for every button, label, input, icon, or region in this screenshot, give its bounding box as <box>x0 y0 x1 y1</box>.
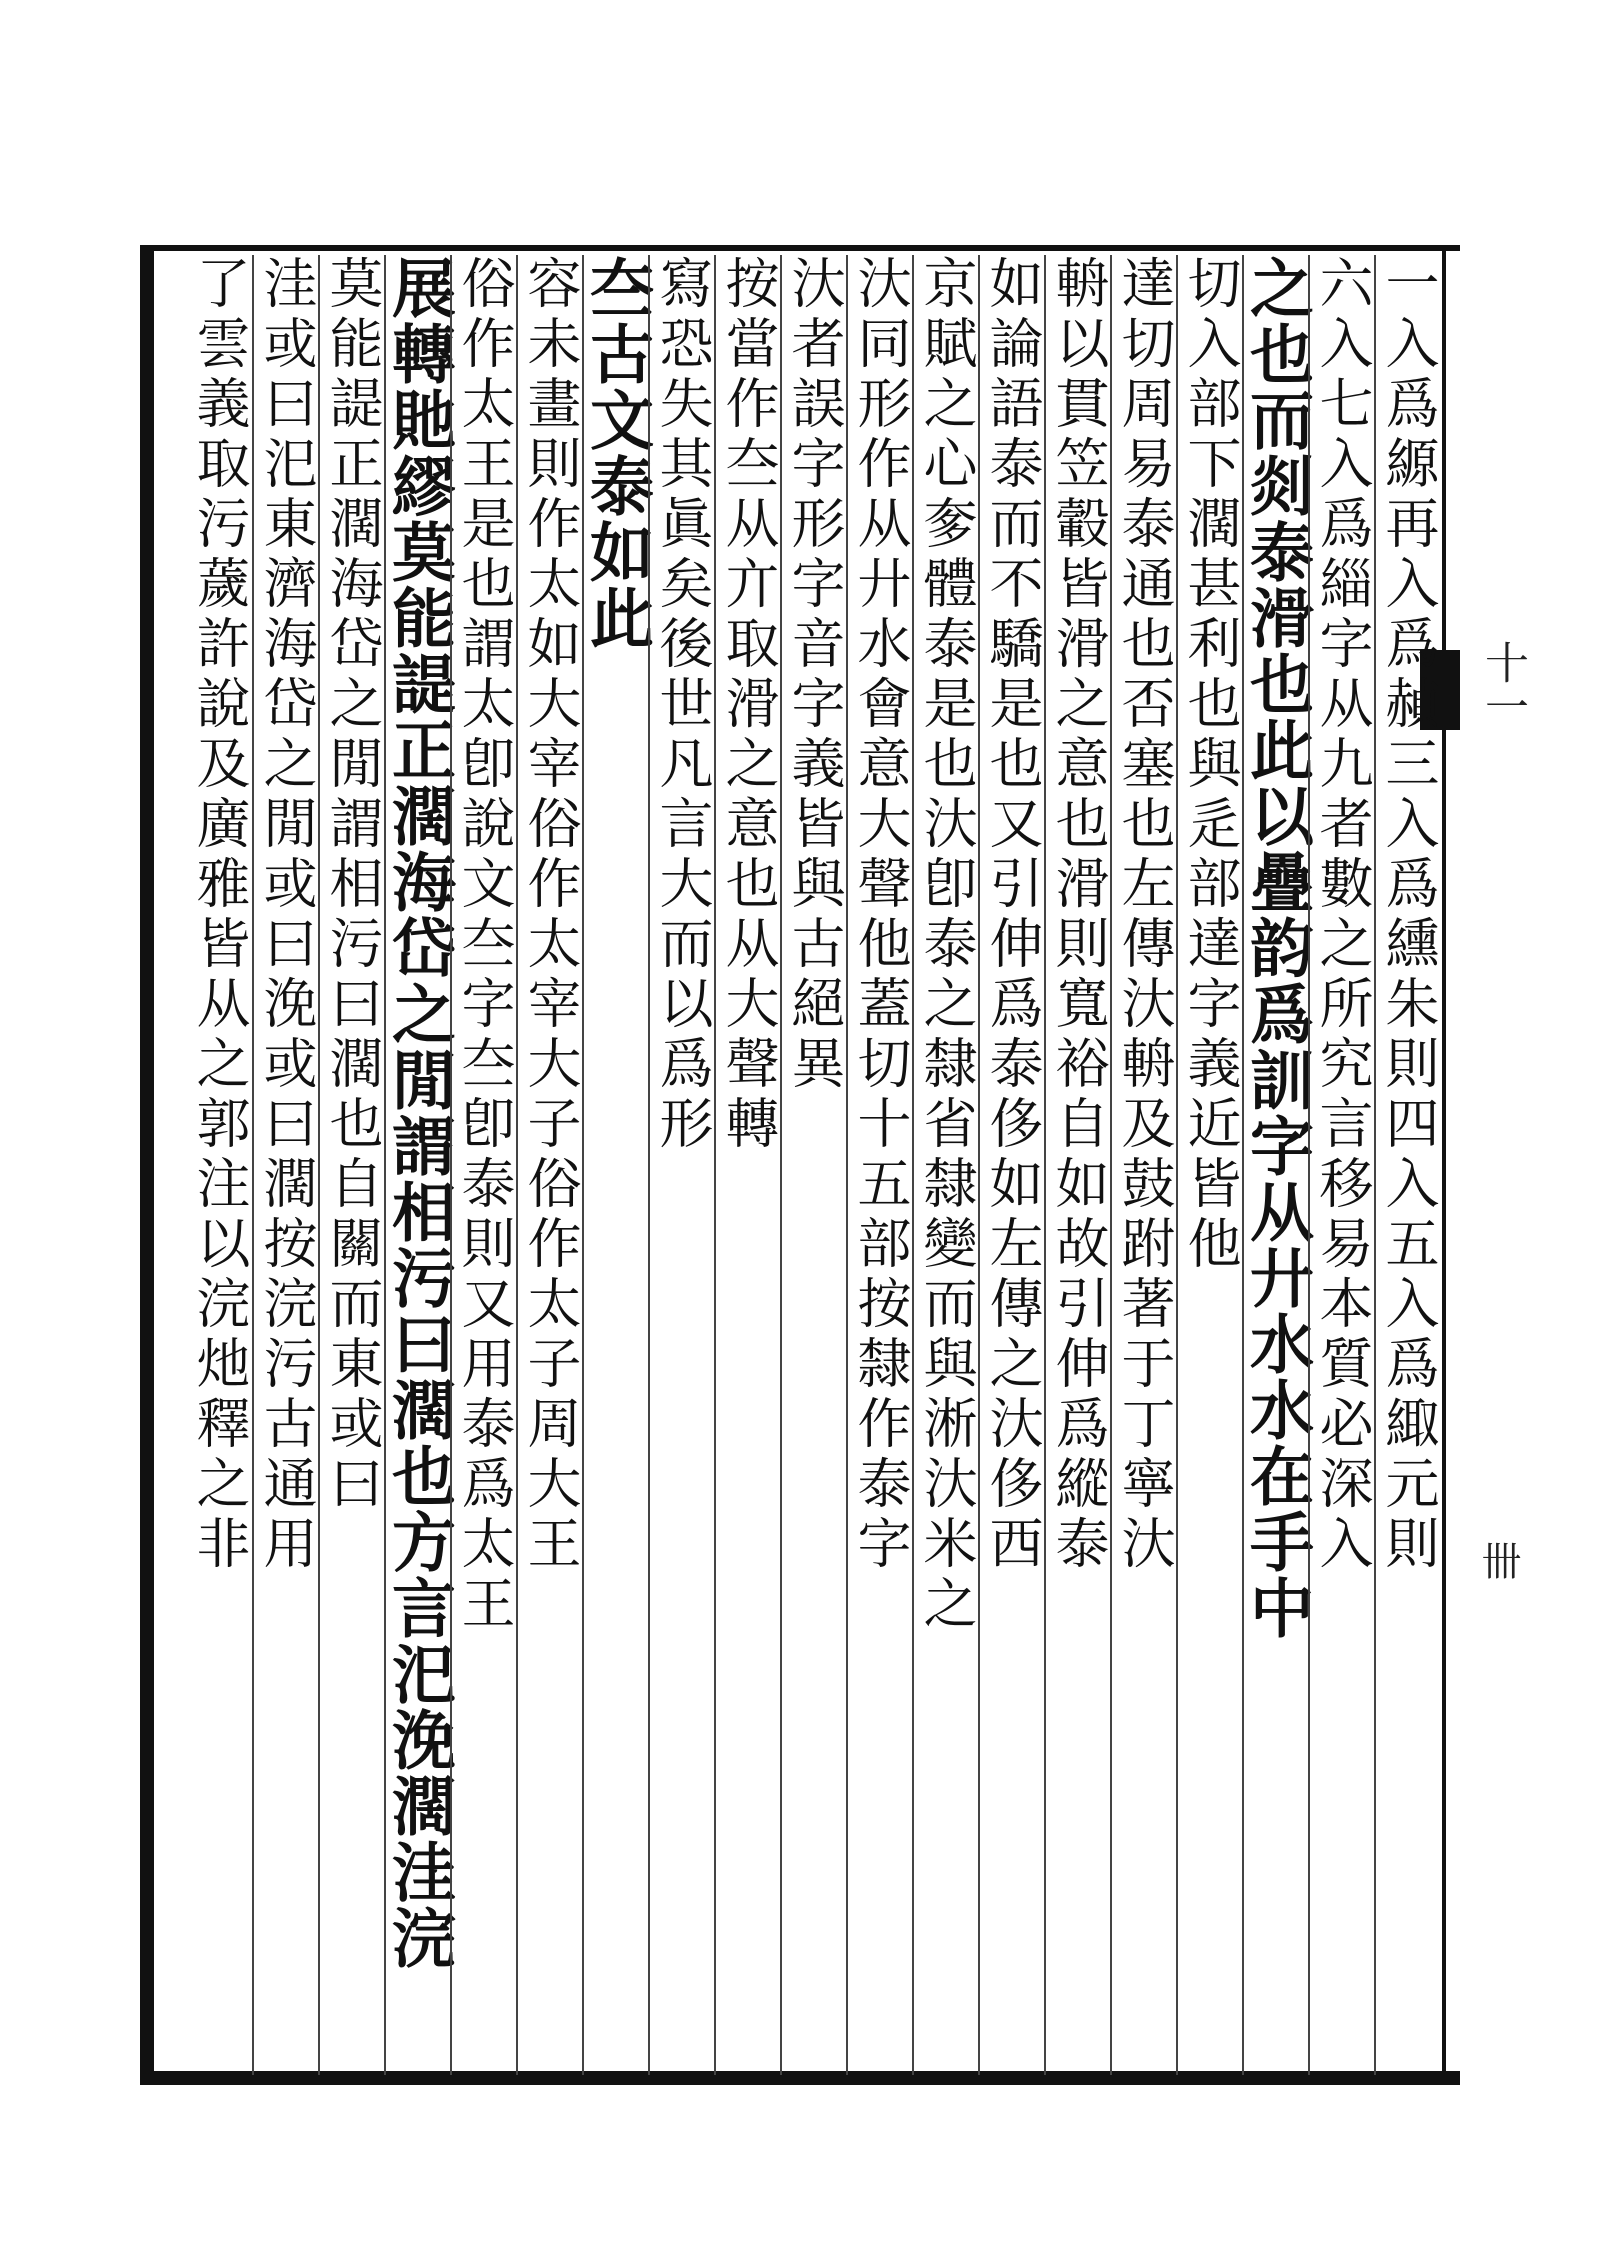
text-column: 輈以貫笠轂皆滑之意也滑則寬裕自如故引伸爲縱泰 <box>1044 255 1110 2075</box>
right-rule <box>1442 245 1446 2085</box>
text-column: 切入部下濶甚利也與辵部達字義近皆他 <box>1176 255 1242 2075</box>
text-column-headword: 夳古文泰如此 <box>582 255 648 2075</box>
text-column: 容未畫則作太如大宰俗作太宰大子俗作太子周大王 <box>516 255 582 2075</box>
text-column-headword: 之也而剡泰滑也此以疊韵爲訓字从廾水水在手中 <box>1242 255 1308 2075</box>
text-column: 汏者誤字形字音字義皆與古絕異 <box>780 255 846 2075</box>
text-block <box>160 255 1440 2075</box>
text-column: 洼或曰汜東濟海岱之閒或曰浼或曰濶按浣污古通用 <box>252 255 318 2075</box>
text-column: 六入七入爲緇字从九者數之所究言移易本質必深入 <box>1308 255 1374 2075</box>
text-column: 寫恐失其眞矣後世凡言大而以爲形 <box>648 255 714 2075</box>
text-column: 汏同形作从廾水會意大聲他蓋切十五部按隸作泰字 <box>846 255 912 2075</box>
text-column: 一入爲縓再入爲赬三入爲纁朱則四入五入爲緅元則 <box>1374 255 1440 2075</box>
text-column: 如論語泰而不驕是也又引伸爲泰侈如左傳之汏侈西 <box>978 255 1044 2075</box>
text-column: 按當作夳从亣取滑之意也从大聲轉 <box>714 255 780 2075</box>
text-column: 了雲義取污薉許說及廣雅皆从之郭注以浣灺釋之非 <box>188 255 251 1575</box>
text-column: 達切周易泰通也否塞也左傳汏輈及鼓跗著于丁寧汏 <box>1110 255 1176 2075</box>
folio-number: 卌 <box>1475 1540 1521 1580</box>
text-column: 莫能諟正濶海岱之閒謂相污曰濶也自關而東或曰 <box>318 255 384 2075</box>
text-column: 俗作太王是也謂太卽說文夳字夳卽泰則又用泰爲太王 <box>450 255 516 2075</box>
text-column: 京賦之心奓體泰是也汏卽泰之隸省隸變而與淅汏米之 <box>912 255 978 2075</box>
text-column-headword: 展轉貤繆莫能諟正濶海岱之閒謂相污曰濶也方言汜浼濶洼浣 <box>384 255 450 2075</box>
margin-section-label: 十一 <box>1477 640 1528 728</box>
